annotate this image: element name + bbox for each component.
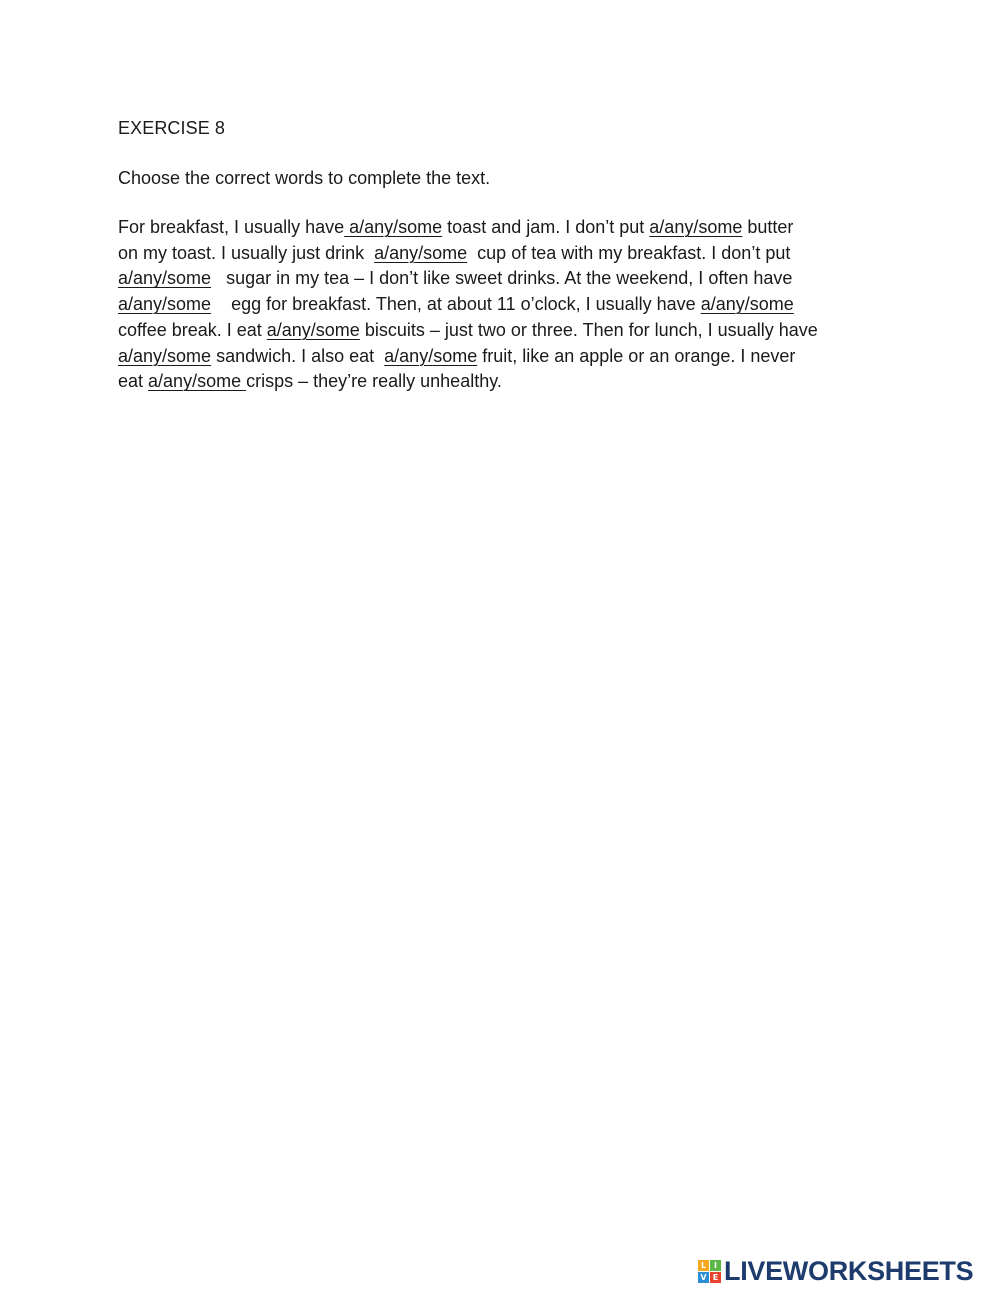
text-segment: biscuits – just two or three. Then for lunch, I usually have [359,319,818,340]
answer-choice-blank[interactable]: a/any/some [374,242,468,263]
exercise-heading: EXERCISE 8 [118,118,226,138]
liveworksheets-logo [698,1254,973,1288]
exercise-paragraph [118,215,888,395]
logo-mark-square: L [698,1260,709,1271]
logo-mark-square: V [698,1272,709,1283]
answer-choice-blank[interactable]: a/any/some [148,371,247,392]
answer-choice-blank[interactable]: a/any/some [649,217,743,237]
text-segment: toast and jam. I don’t put [442,217,650,237]
text-segment: eat [118,371,149,392]
text-line [118,318,888,344]
answer-choice-blank[interactable]: a/any/some [344,217,443,237]
text-line [118,266,888,292]
text-segment: cup of tea with my breakfast. I don’t put [467,242,791,263]
text-segment: crisps – they’re really unhealthy. [246,371,502,392]
text-line [118,292,888,318]
answer-choice-blank[interactable]: a/any/some [118,268,212,289]
text-segment: fruit, like an apple or an orange. I never [477,345,796,366]
text-segment: For breakfast, I usually have [118,217,345,237]
answer-choice-blank[interactable]: a/any/some [266,319,360,340]
text-segment: sandwich. I also eat [211,345,385,366]
text-line [118,369,888,395]
answer-choice-blank[interactable]: a/any/some [384,345,478,366]
live-logo-icon [698,1260,721,1283]
text-segment: on my toast. I usually just drink [118,242,375,263]
logo-mark-square: I [710,1260,721,1271]
answer-choice-blank[interactable]: a/any/some [700,294,794,315]
text-segment: butter [742,217,794,237]
answer-choice-blank[interactable]: a/any/some [118,345,212,366]
text-line [118,344,888,370]
text-segment: sugar in my tea – I don’t like sweet drinks. At the weekend, I often have [211,268,793,289]
text-line [118,241,888,267]
logo-text: LIVEWORKSHEETS [724,1255,974,1286]
answer-choice-blank[interactable]: a/any/some [118,294,212,315]
logo-mark-square: E [710,1272,721,1283]
text-line [118,215,888,241]
text-segment: coffee break. I eat [118,319,267,340]
exercise-instruction: Choose the correct words to complete the text. [118,168,491,188]
text-segment: egg for breakfast. Then, at about 11 o’clock, I usually have [211,294,701,315]
